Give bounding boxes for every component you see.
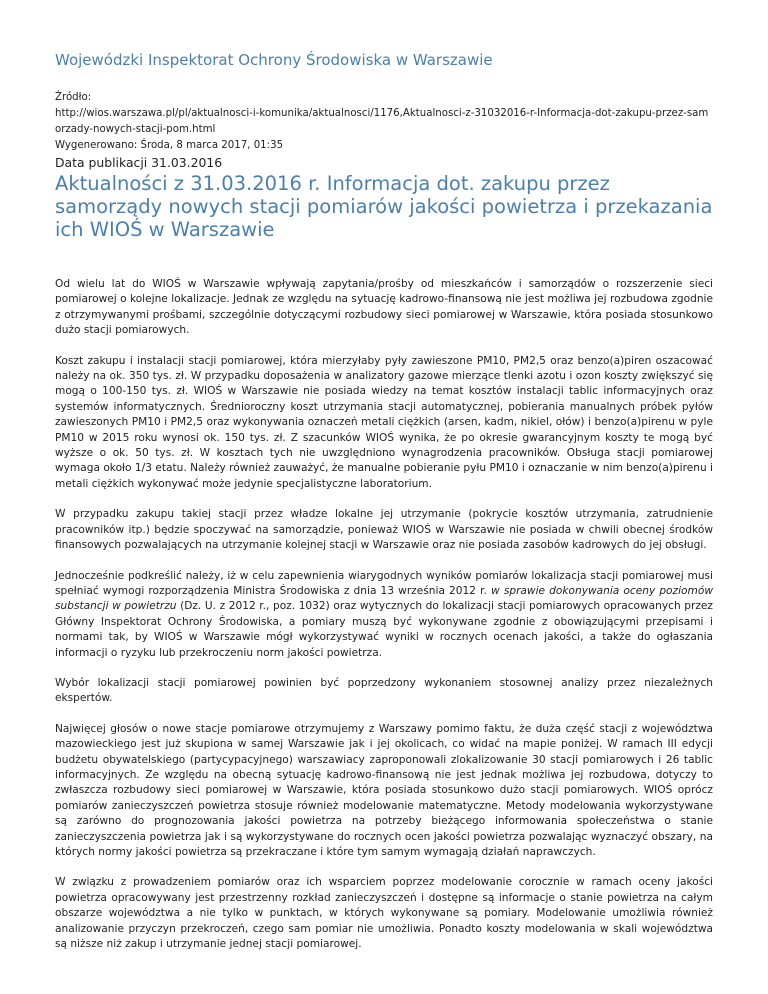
source-meta	[55, 90, 713, 154]
paragraph-4-text-a: Jednocześnie podkreślić należy, iż w celu zapewnienia wiarygodnych wyników pomiarów lokalizacja stacji pomiarowej musi spełniać wymogi rozporządzenia Ministra Środowiska z dnia 13 września 2012 r.	[55, 569, 713, 597]
regulation-title: w sprawie dokonywania oceny poziomów substancji w powietrzu	[55, 584, 713, 613]
source-url[interactable]: http://wios.warszawa.pl/pl/aktualnosci-i-komunika/aktualnosci/1176,Aktualnosci-z-31032016-r-Informacja-dot-zakupu-przez-samorzady-nowych-stacji-pom.html	[55, 108, 709, 135]
site-title[interactable]: Wojewódzki Inspektorat Ochrony Środowiska w Warszawie	[55, 51, 493, 69]
paragraph-5: Wybór lokalizacji stacji pomiarowej powinien być poprzedzony wykonaniem stosownej analizy przez niezależnych ekspertów.	[55, 676, 713, 705]
paragraph-4-text-b: (Dz. U. z 2012 r., poz. 1032) oraz wytycznych do lokalizacji stacji pomiarowych opracowanych przez Główny Inspektorat Ochrony Środowiska, a pomiary muszą być wykonywane zgodnie z obowiązującymi przepisami i normami tak, by WIOŚ w Warszawie mógł wykorzystywać wyniki w rocznych ocenach jakości, a także do ogłaszania informacji o ryzyku lub przekroczeniu norm jakości powietrza.	[55, 600, 713, 659]
source-label: Źródło:	[55, 92, 92, 103]
paragraph-4	[55, 569, 713, 661]
publication-date: Data publikacji 31.03.2016	[55, 155, 223, 170]
article-body	[55, 277, 713, 952]
paragraph-2: Koszt zakupu i instalacji stacji pomiarowej, która mierzyłaby pyły zawieszone PM10, PM2,5 oraz benzo(a)piren oszacować należy na ok. 350 tys. zł. W przypadku doposażenia w analizatory gazowe mierzące tlenki azotu i ozon koszty zwiększyć się mogą o 100-150 tys. zł. WIOŚ w Warszawie nie posiada wiedzy na temat kosztów instalacji tablic informacyjnych oraz systemów informatycznych. Średnioroczny koszt utrzymania stacji automatycznej, pobierania manualnych próbek pyłów zawieszonych PM10 i PM2,5 oraz wykonywania oznaczeń metali ciężkich (arsen, kadm, nikiel, ołów) i benzo(a)pirenu w pyle PM10 w 2015 roku wynosi ok. 150 tys. zł. Z szacunków WIOŚ wynika, że po okresie gwarancyjnym koszty te mogą być wyższe o ok. 50 tys. zł. W kosztach tych nie uwzględniono wynagrodzenia pracowników. Obsługa stacji pomiarowej wymaga około 1/3 etatu. Należy również zauważyć, że manualne pobieranie pyłu PM10 i oznaczanie w nim benzo(a)pirenu i metali ciężkich wykonywać może jedynie specjalistyczne laboratorium.	[55, 354, 713, 490]
paragraph-1: Od wielu lat do WIOŚ w Warszawie wpływają zapytania/prośby od mieszkańców i samorządów o rozszerzenie sieci pomiarowej o kolejne lokalizacje. Jednak ze względu na sytuację kadrowo-finansową nie jest możliwa jej rozbudowa zgodnie z otrzymywanymi prośbami, szczególnie dotyczącymi rozbudowy sieci pomiarowej w Warszawie, która posiada stosunkowo dużo stacji pomiarowych.	[55, 278, 713, 337]
generated-date: Wygenerowano: Środa, 8 marca 2017, 01:35	[55, 140, 284, 151]
paragraph-3: W przypadku zakupu takiej stacji przez władze lokalne jej utrzymanie (pokrycie kosztów utrzymania, zatrudnienie pracowników itp.) będzie spoczywać na samorządzie, ponieważ WIOŚ w Warszawie nie posiada w chwili obecnej środków finansowych pozwalających na utrzymanie kolejnej stacji w Warszawie oraz nie posiada zasobów kadrowych do jej obsługi.	[55, 508, 713, 552]
paragraph-6: Najwięcej głosów o nowe stacje pomiarowe otrzymujemy z Warszawy pomimo faktu, że duża część stacji z województwa mazowieckiego jest już skupiona w samej Warszawie jak i jej okolicach, co widać na mapie poniżej. W ramach III edycji budżetu obywatelskiego (partycypacyjnego) warszawiacy zaproponowali zlokalizowanie 30 stacji pomiarowych i 26 tablic informacyjnych. Ze względu na obecną sytuację kadrowo-finansową nie jest jednak możliwa jej rozbudowa, dotyczy to zwłaszcza rozbudowy sieci pomiarowej w Warszawie, która posiada stosunkowo dużo stacji pomiarowych. WIOŚ oprócz pomiarów zanieczyszczeń powietrza stosuje również modelowanie matematyczne. Metody modelowania wykorzystywane są zarówno do prognozowania jakości powietrza na potrzeby bieżącego informowania społeczeństwa o stanie zanieczyszczenia powietrza jak i są wykorzystywane do rocznych ocen jakości powietrza pozwalając wyznaczyć obszary, na których normy jakości powietrza są przekraczane i które tym samym wymagają działań naprawczych.	[55, 722, 713, 858]
paragraph-7: W związku z prowadzeniem pomiarów oraz ich wsparciem poprzez modelowanie corocznie w ramach oceny jakości powietrza opracowywany jest przestrzenny rozkład zanieczyszczeń i dostępne są informacje o stanie powietrza na całym obszarze województwa a nie tylko w punktach, w których wykonywane są pomiary. Modelowanie umożliwia również analizowanie przyczyn przekroczeń, czego sam pomiar nie umożliwia. Ponadto koszty modelowania w skali województwa są niższe niż zakup i utrzymanie jednej stacji pomiarowej.	[55, 876, 713, 951]
article-title: Aktualności z 31.03.2016 r. Informacja dot. zakupu przez samorządy nowych stacji pomiarów jakości powietrza i przekazania ich WIOŚ w Warszawie	[55, 172, 713, 241]
